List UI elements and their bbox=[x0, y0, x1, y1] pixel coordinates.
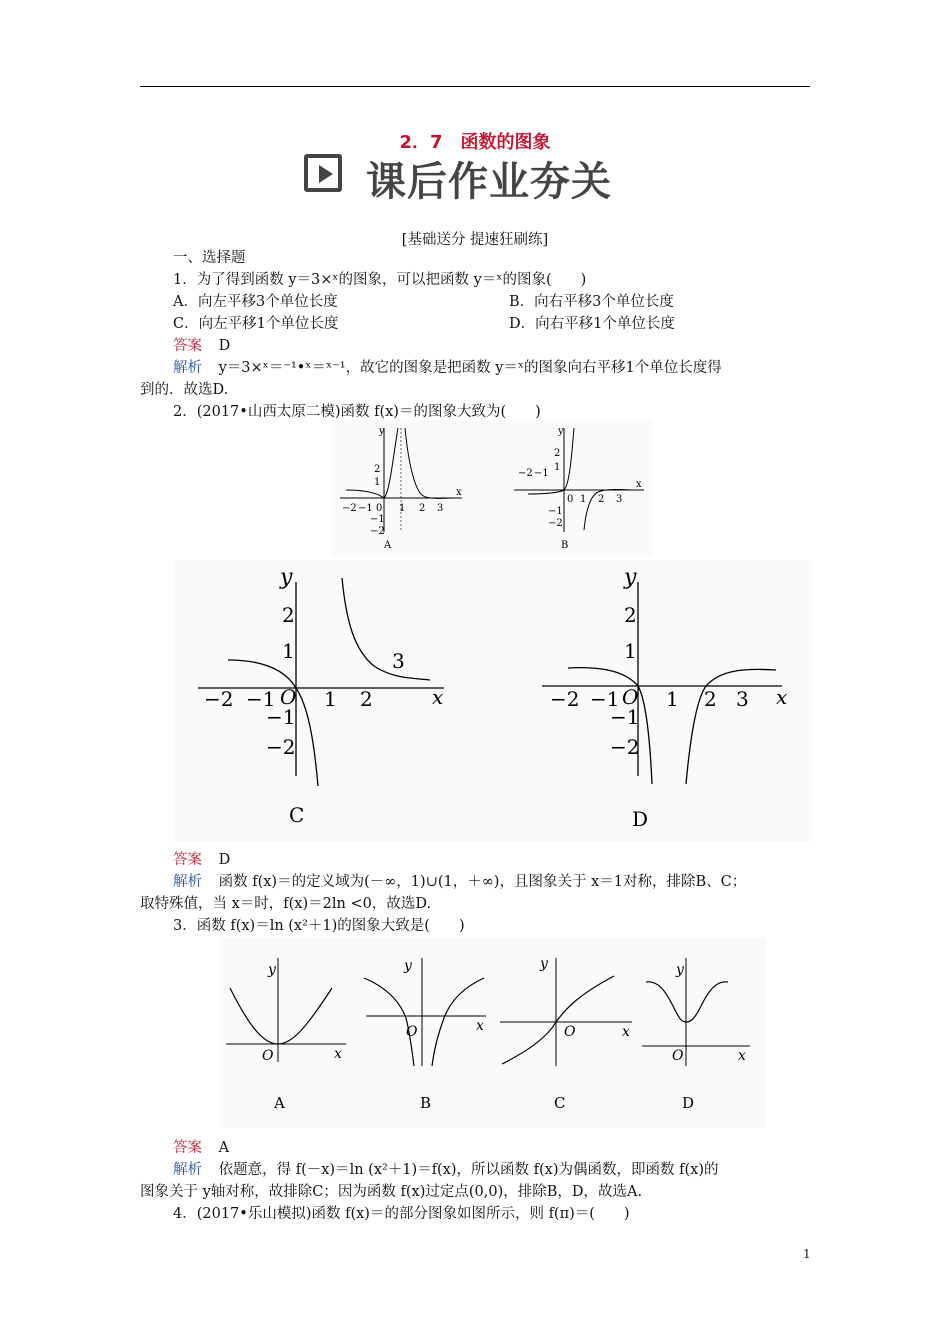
q2a-x-label: x bbox=[456, 487, 462, 498]
q2d-x-label: x bbox=[776, 685, 788, 709]
q2d-tick: 2 bbox=[704, 687, 717, 711]
q2b-tick: 2 bbox=[554, 448, 561, 459]
q2d-caption: D bbox=[632, 807, 649, 831]
q1-option-c: C．向左平移1个单位长度 bbox=[173, 316, 339, 332]
q3c-x-label: x bbox=[622, 1024, 630, 1040]
q2d-tick: 2 bbox=[624, 603, 637, 627]
q2-figures-cd bbox=[174, 560, 812, 842]
q2a-y-label: y bbox=[379, 426, 385, 437]
q2b-tick: 1 bbox=[580, 494, 587, 505]
subtitle: [基础送分 提速狂刷练] bbox=[401, 232, 549, 248]
q2c-x-label: x bbox=[432, 685, 444, 709]
q2a-caption: A bbox=[384, 540, 392, 551]
q2b-tick: −1 bbox=[548, 506, 563, 517]
q2a-tick: 0 bbox=[376, 503, 383, 514]
q3b-caption: B bbox=[420, 1094, 432, 1112]
q3b-x-label: x bbox=[476, 1018, 484, 1034]
q2a-tick: 1 bbox=[374, 477, 381, 488]
q2c-tick: 2 bbox=[282, 603, 295, 627]
q1-analysis-label: 解析 bbox=[173, 360, 202, 376]
q4-stem: 4．(2017•乐山模拟)函数 f(x)＝的部分图象如图所示，则 f(π)＝( ) bbox=[173, 1206, 630, 1222]
q3b-y-label: y bbox=[404, 958, 412, 974]
q2d-tick: −2 bbox=[550, 687, 580, 711]
q2d-tick: 3 bbox=[736, 687, 749, 711]
q2c-tick: −1 bbox=[246, 687, 276, 711]
q3c-caption: C bbox=[554, 1094, 566, 1112]
q3c-origin: O bbox=[564, 1024, 576, 1040]
q2-figures-ab bbox=[332, 420, 652, 555]
q2d-tick: −1 bbox=[590, 687, 620, 711]
q2d-origin: O bbox=[622, 685, 639, 709]
section-heading: 一、选择题 bbox=[173, 250, 246, 266]
q3-figures bbox=[220, 938, 766, 1128]
q2b-tick: −2 bbox=[518, 468, 533, 479]
banner-text: 课后作业夯关 bbox=[366, 159, 612, 205]
q2a-tick: 2 bbox=[419, 503, 426, 514]
header-rule bbox=[140, 86, 810, 87]
q2-answer: D bbox=[218, 852, 231, 868]
q1-analysis-line1: y＝3×ˣ＝⁻¹•ˣ＝ˣ⁻¹，故它的图象是把函数 y＝ˣ的图象向右平移1个单位长度得 bbox=[218, 360, 722, 376]
q2b-y-label: y bbox=[558, 426, 564, 437]
homework-banner bbox=[304, 150, 649, 205]
q1-option-b: B．向右平移3个单位长度 bbox=[509, 294, 674, 310]
q2b-tick: 1 bbox=[554, 462, 561, 473]
q1-option-a: A．向左平移3个单位长度 bbox=[173, 294, 338, 310]
q3-answer-label: 答案 bbox=[173, 1140, 202, 1156]
q2c-tick: 2 bbox=[360, 687, 373, 711]
q2d-tick: 1 bbox=[666, 687, 679, 711]
q2c-tick: 1 bbox=[324, 687, 337, 711]
q2d-tick: −2 bbox=[610, 735, 640, 759]
q2c-tick: 1 bbox=[282, 639, 295, 663]
q3d-origin: O bbox=[672, 1048, 684, 1064]
q3-answer: A bbox=[218, 1140, 230, 1156]
q3d-y-label: y bbox=[676, 962, 684, 978]
q1-answer: D bbox=[218, 338, 231, 354]
q3c-y-label: y bbox=[540, 956, 548, 972]
q2d-tick: −1 bbox=[610, 705, 640, 729]
q2d-y-label: y bbox=[624, 565, 637, 590]
q2b-tick: −1 bbox=[534, 468, 549, 479]
q1-option-d: D．向右平移1个单位长度 bbox=[509, 316, 675, 332]
q3a-y-label: y bbox=[268, 962, 276, 978]
q3-stem: 3．函数 f(x)＝ln (x²＋1)的图象大致是( ) bbox=[173, 918, 465, 934]
q3a-x-label: x bbox=[334, 1046, 342, 1062]
q2c-y-label: y bbox=[280, 565, 293, 590]
q3-analysis-line2: 图象关于 y轴对称，故排除C；因为函数 f(x)过定点(0,0)，排除B，D，故选A. bbox=[140, 1184, 643, 1200]
q1-answer-label: 答案 bbox=[173, 338, 202, 354]
q2a-tick: 2 bbox=[374, 464, 381, 475]
q2c-origin: O bbox=[280, 685, 297, 709]
q3d-x-label: x bbox=[738, 1048, 746, 1064]
q2-analysis-line2: 取特殊值，当 x＝时，f(x)＝2ln <0，故选D. bbox=[140, 896, 432, 912]
q2b-tick: 2 bbox=[598, 494, 605, 505]
q2c-caption: C bbox=[289, 803, 305, 827]
q2a-tick: −1 bbox=[370, 514, 385, 525]
q2b-tick: 0 bbox=[567, 494, 574, 505]
q2b-tick: 3 bbox=[616, 494, 623, 505]
q2a-tick: 3 bbox=[437, 503, 444, 514]
q1-stem: 1．为了得到函数 y＝3×ˣ的图象，可以把函数 y＝ˣ的图象( ) bbox=[173, 272, 587, 288]
q2b-tick: −2 bbox=[548, 518, 563, 529]
q3d-caption: D bbox=[682, 1094, 695, 1112]
q2b-caption: B bbox=[561, 540, 569, 551]
q2c-tick: 3 bbox=[392, 649, 405, 673]
q3-analysis-label: 解析 bbox=[173, 1162, 202, 1178]
q2b-x-label: x bbox=[636, 479, 642, 490]
q3a-origin: O bbox=[262, 1048, 274, 1064]
q2-answer-label: 答案 bbox=[173, 852, 202, 868]
play-icon bbox=[304, 154, 342, 192]
q2c-tick: −1 bbox=[266, 705, 296, 729]
page-number: 1 bbox=[803, 1247, 811, 1261]
q2-analysis-line1: 函数 f(x)＝的定义域为(－∞，1)∪(1，＋∞)，且图象关于 x＝1对称，排除B、C； bbox=[218, 874, 747, 890]
q3-analysis-line1: 依题意，得 f(－x)＝ln (x²＋1)＝f(x)，所以函数 f(x)为偶函数，即函数 f(x)的 bbox=[218, 1162, 719, 1178]
q2a-tick: −2 bbox=[370, 526, 385, 537]
q2-stem: 2．(2017•山西太原二模)函数 f(x)＝的图象大致为( ) bbox=[173, 404, 541, 420]
q2a-tick: 1 bbox=[399, 503, 406, 514]
q2a-tick: −2 bbox=[342, 503, 357, 514]
q2d-tick: 1 bbox=[624, 639, 637, 663]
q2c-tick: −2 bbox=[266, 735, 296, 759]
q2-analysis-label: 解析 bbox=[173, 874, 202, 890]
section-title: 2．7 函数的图象 bbox=[399, 132, 551, 153]
q1-analysis-line2: 到的．故选D. bbox=[140, 382, 229, 398]
q2a-tick: −1 bbox=[358, 503, 373, 514]
q3a-caption: A bbox=[274, 1094, 285, 1112]
q2c-tick: −2 bbox=[204, 687, 234, 711]
q3b-origin: O bbox=[406, 1024, 418, 1040]
